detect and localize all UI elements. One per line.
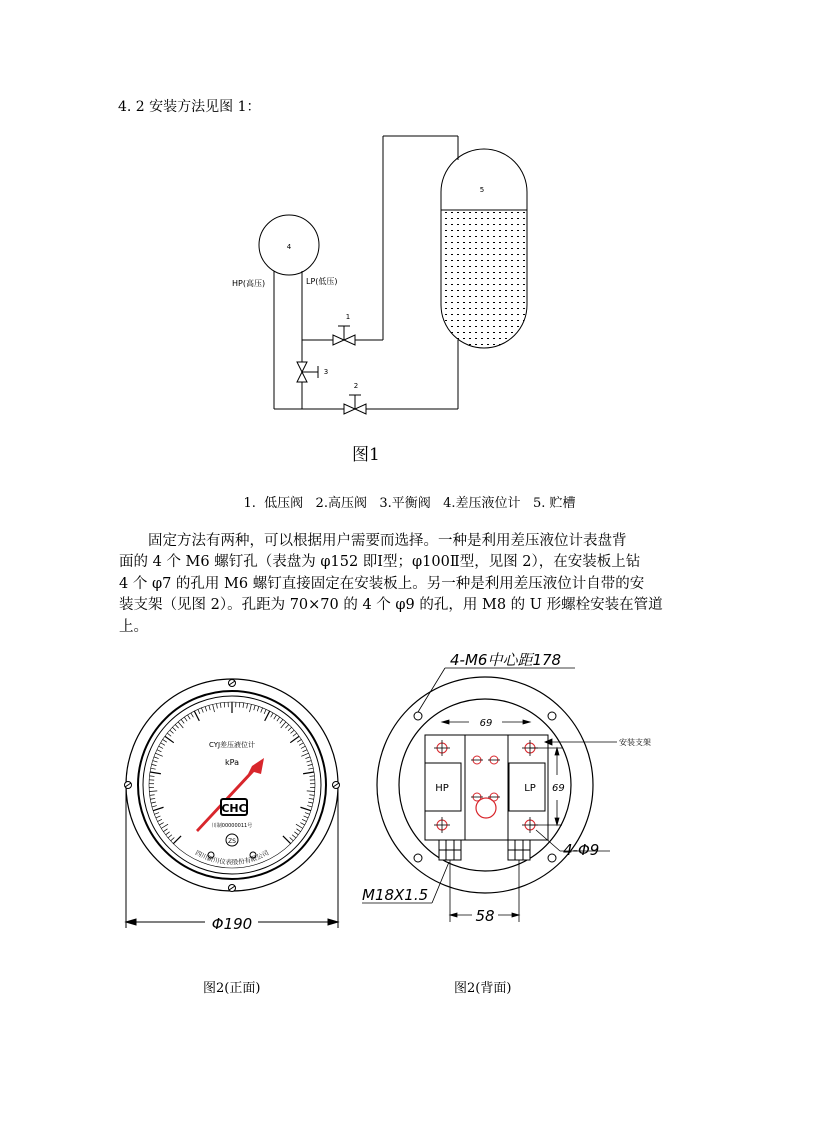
scale-tick <box>167 733 171 736</box>
scale-tick <box>151 802 156 803</box>
scale-tick <box>159 746 163 748</box>
scale-tick <box>154 813 159 815</box>
scale-tick <box>292 835 296 838</box>
scale-tick <box>150 772 161 774</box>
tank-label: 5 <box>479 186 485 194</box>
scale-tick <box>181 719 184 723</box>
scale-tick <box>159 823 163 825</box>
scale-tick <box>175 724 178 728</box>
license-number: 川制00000011号 <box>211 823 253 829</box>
scale-tick <box>297 739 301 742</box>
scale-tick <box>308 802 313 803</box>
scale-tick <box>304 816 309 818</box>
scale-tick <box>305 813 310 815</box>
scale-tick <box>170 730 174 733</box>
scale-tick <box>288 727 292 730</box>
scale-tick <box>291 730 295 733</box>
body-paragraph <box>119 531 674 638</box>
lp-port-label: LP <box>524 783 536 794</box>
valve-3 <box>297 362 318 382</box>
scale-tick <box>191 713 193 717</box>
scale-tick <box>247 703 248 708</box>
scale-tick <box>308 764 313 765</box>
scale-tick <box>163 739 167 742</box>
scale-tick <box>149 791 157 792</box>
hp-port-label: HP <box>435 783 449 794</box>
valve-2-label: 2 <box>353 382 359 390</box>
dim-69-vertical: 69 <box>552 783 565 794</box>
scale-tick <box>171 837 175 840</box>
scale-tick <box>198 709 200 714</box>
scale-tick <box>300 823 304 825</box>
scale-tick <box>257 706 259 711</box>
gauge-title: CYJ差压液位计 <box>208 741 256 749</box>
scale-tick <box>194 711 199 721</box>
scale-tick <box>152 764 157 765</box>
dim-58-label: 58 <box>475 907 495 925</box>
scale-tick <box>155 753 162 756</box>
threaded-fittings <box>439 840 530 860</box>
scale-tick <box>205 706 207 711</box>
scale-tick <box>305 757 310 759</box>
scale-tick <box>301 753 308 756</box>
paragraph-line: 固定方法有两种，可以根据用户需要而选择。一种是利用差压液位计表盘背 <box>148 533 627 549</box>
zs-mark: ZS <box>228 838 236 845</box>
section-heading: 4. 2 安装方法见图 1： <box>118 99 261 115</box>
scale-tick <box>168 835 172 838</box>
gauge-4-label: 4 <box>286 243 292 251</box>
scale-tick <box>277 717 280 721</box>
scale-tick <box>290 837 294 840</box>
scale-tick <box>303 750 308 752</box>
bezel <box>138 691 326 879</box>
scale-tick <box>271 713 273 717</box>
dim-69-horizontal: 69 <box>479 718 493 729</box>
scale-tick <box>166 832 170 835</box>
scale-tick <box>216 703 217 708</box>
dial-edge <box>143 696 321 874</box>
valve-2 <box>344 395 366 414</box>
scale-tick <box>310 776 315 777</box>
scale-tick <box>150 795 155 796</box>
scale-tick <box>150 798 155 799</box>
scale-tick <box>297 829 301 832</box>
scale-tick <box>264 709 266 714</box>
scale-tick <box>285 724 288 728</box>
scale-tick <box>201 708 203 713</box>
scale-tick <box>308 768 313 769</box>
figure-2-back-caption: 图2(背面) <box>454 981 512 996</box>
scale-tick <box>302 819 306 821</box>
scale-tick <box>173 836 181 844</box>
maker-name: 四川新川仪表股份有限公司 <box>193 848 271 867</box>
scale-tick <box>178 722 183 728</box>
paragraph-line: 装支架（见图 2）。孔距为 70×70 的 4 个 φ9 的孔，用 M8 的 U 形螺栓安装在管道 <box>119 597 663 614</box>
scale-tick <box>151 768 156 769</box>
valve-1-label: 1 <box>345 313 351 321</box>
gauge-unit: kPa <box>225 758 239 767</box>
scale-tick <box>153 761 158 762</box>
scale-tick <box>209 705 210 710</box>
scale-tick <box>280 719 283 723</box>
paragraph-line: 4 个 φ7 的孔用 M6 螺钉直接固定在安装板上。另一种是利用差压液位计自带的安 <box>119 575 645 592</box>
hole-spec-label: 4-Φ9 <box>563 841 600 859</box>
scale-tick <box>163 829 167 832</box>
scale-tick <box>153 807 163 810</box>
scale-tick <box>188 715 191 719</box>
scale-tick <box>281 722 286 728</box>
scale-tick <box>309 798 314 799</box>
tank-liquid <box>441 210 527 350</box>
logo <box>221 799 247 815</box>
scale-tick <box>307 761 312 762</box>
scale-tick <box>220 703 221 708</box>
scale-tick <box>307 806 312 807</box>
scale-tick <box>294 832 298 835</box>
scale-tick <box>301 746 305 748</box>
scale-tick <box>250 704 252 712</box>
figure-2-back-view <box>355 640 665 940</box>
paragraph-line: 面的 4 个 M6 螺钉孔（表盘为 φ152 即Ⅰ型；φ100Ⅱ型，见图 2），在安装板上钻 <box>119 554 641 571</box>
hp-label: HP(高压) <box>232 279 266 288</box>
thread-spec-label: M18X1.5 <box>362 886 429 904</box>
scale-tick <box>152 806 157 807</box>
scale-tick <box>299 743 303 746</box>
dimension-diameter-label: Φ190 <box>211 915 253 933</box>
scale-tick <box>303 772 314 774</box>
scale-tick <box>309 795 314 796</box>
gauge-needle <box>196 758 264 832</box>
lp-label: LP(低压) <box>306 277 338 286</box>
scale-tick <box>213 704 215 712</box>
scale-tick <box>265 711 270 721</box>
figure-2-front-gauge <box>110 665 360 945</box>
valve-3-label: 3 <box>323 368 329 376</box>
scale-tick <box>254 705 255 710</box>
logo-text: CHC <box>221 802 247 815</box>
valve-1 <box>333 326 355 345</box>
scale-tick <box>161 743 165 746</box>
scale-tick <box>157 819 161 821</box>
scale-tick <box>154 757 159 759</box>
scale-tick <box>156 816 161 818</box>
scale-tick <box>307 791 315 792</box>
scale-tick <box>261 708 263 713</box>
scale-tick <box>243 703 244 708</box>
bracket-label: 安装支架 <box>619 738 651 747</box>
scale-tick <box>274 715 277 719</box>
figure-1-installation-diagram <box>220 128 540 418</box>
scale-tick <box>157 750 162 752</box>
scale-tick <box>184 717 187 721</box>
scale-tick <box>300 807 310 810</box>
scale-tick <box>172 727 176 730</box>
scale-tick <box>293 733 297 736</box>
figure-1-caption: 图1 <box>352 445 380 465</box>
scale-tick <box>296 824 303 828</box>
figure-2-front-caption: 图2(正面) <box>203 981 261 996</box>
scale-tick <box>150 776 155 777</box>
paragraph-line: 上。 <box>119 618 148 635</box>
bolt-circle-label: 4-M6中心距178 <box>450 651 562 669</box>
figure-1-legend: 1. 低压阀 2.高压阀 3.平衡阀 4.差压液位计 5. 贮槽 <box>243 496 576 511</box>
scale-tick <box>283 836 291 844</box>
scale-tick <box>161 824 168 828</box>
